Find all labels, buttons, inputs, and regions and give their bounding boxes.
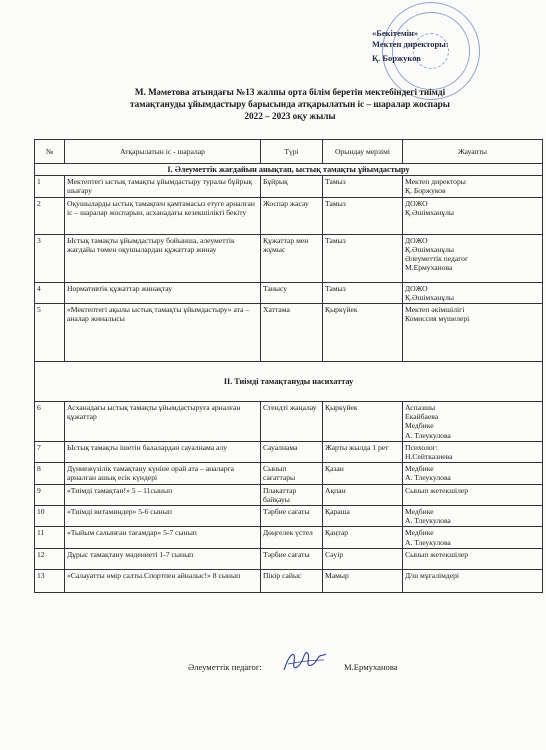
responsible-line: А. Тлеукулова (405, 516, 451, 526)
row-deadline: Қазан (323, 463, 403, 484)
responsible-line: Қ.Әшімханұлы (405, 244, 455, 254)
row-number: 5 (35, 304, 65, 362)
row-event: Мектептегі ыстық тамақты ұйымдастыру туралы бұйрық шығару (65, 176, 261, 197)
row-responsible (403, 197, 543, 234)
approval-heading: «Бекітемін» (372, 28, 419, 38)
row-event: «Тыйым салынған тағамдар» 5-7 сынып (65, 527, 261, 548)
responsible-line: А. Тлеукулова (405, 430, 451, 440)
row-deadline: Қараша (323, 506, 403, 527)
responsible-line: Аспазшы (405, 403, 436, 413)
row-event: Ыстық тамақты ұйымдастыру бойынша, әлеуметтік жағдайы төмен оқушылардан құжаттар жинау (65, 234, 261, 282)
row-deadline: Сәуір (323, 548, 403, 569)
row-event: Нормативтік құжаттар жинақтау (65, 282, 261, 303)
responsible-line: Н.Сейтказиева (405, 452, 453, 462)
row-number: 9 (35, 484, 65, 505)
row-deadline: Ақпан (323, 484, 403, 505)
header-type: Түрі (261, 140, 323, 164)
row-event: «Тиімді тамақтан!» 5 – 11сынып (65, 484, 261, 505)
responsible-line: Д/ш мұғалімдері (405, 570, 460, 580)
row-type: Тәрбие сағаты (261, 506, 323, 527)
row-event: Дүниежүзілік тамақтану күніне орай ата – аналарға арналған ашық есік күндері (65, 463, 261, 484)
header-event: Атқарылатын іс - шаралар (65, 140, 261, 164)
row-responsible (403, 548, 543, 569)
row-deadline: Тамыз (323, 197, 403, 234)
title-line-2: тамақтануды ұйымдастыру барысында атқарылатын іс – шаралар жоспары (130, 99, 450, 109)
row-responsible (403, 282, 543, 303)
row-type: Плакаттар байқауы (261, 484, 323, 505)
row-number: 13 (35, 569, 65, 592)
responsible-line: Қ.Әшімханұлы (405, 207, 455, 217)
responsible-line: Сынып жетекшілер (405, 549, 469, 559)
table-row (35, 569, 543, 592)
responsible-line: Медбике (405, 421, 434, 431)
responsible-line: А. Тлеукулова (405, 473, 451, 483)
row-number: 8 (35, 463, 65, 484)
row-type: Құжаттар мен жұмыс (261, 234, 323, 282)
row-event: «Салауатты өмір салты.Спортпен айналыс!» 8 сынып (65, 569, 261, 592)
responsible-line: Комиссия мүшелері (405, 314, 470, 324)
row-number: 4 (35, 282, 65, 303)
row-type: Сынып сағаттары (261, 463, 323, 484)
header-responsible: Жауапты (403, 140, 543, 164)
responsible-line: Екайбаева (405, 412, 439, 422)
responsible-line: ДОЖО (405, 235, 428, 245)
signature-label: Әлеуметтік педагог: (188, 662, 262, 672)
row-type: Бұйрық (261, 176, 323, 197)
row-deadline: Қыркүйек (323, 304, 403, 362)
row-number: 10 (35, 506, 65, 527)
approval-block (372, 28, 542, 64)
responsible-line: Медбике (405, 464, 434, 474)
section-heading-2: II. Тиімді тамақтануды насихаттау (35, 362, 543, 402)
row-event: Ыстық тамақты ішетін балалардан сауалнама алу (65, 441, 261, 462)
row-deadline: Тамыз (323, 282, 403, 303)
row-deadline: Қыркүйек (323, 402, 403, 442)
row-responsible (403, 484, 543, 505)
document-title (100, 86, 480, 122)
handwritten-signature (280, 648, 330, 678)
row-responsible (403, 402, 543, 442)
row-number: 3 (35, 234, 65, 282)
table-row (35, 176, 543, 197)
row-responsible (403, 527, 543, 548)
row-responsible (403, 304, 543, 362)
responsible-line: ДОЖО (405, 283, 428, 293)
row-event: Асханадағы ыстық тамақты ұйымдастыруға арналған құжаттар (65, 402, 261, 442)
row-number: 6 (35, 402, 65, 442)
responsible-line: Әлеуметтік педагог (405, 254, 469, 264)
responsible-line: Қ. Боржуков (405, 186, 446, 196)
row-type: Пікір сайыс (261, 569, 323, 592)
responsible-line: Мектеп директоры (405, 177, 466, 187)
table-row (35, 402, 543, 442)
table-row (35, 484, 543, 505)
responsible-line: Мектеп әкімшілігі (405, 305, 465, 315)
row-number: 12 (35, 548, 65, 569)
row-deadline: Мамыр (323, 569, 403, 592)
row-type: Стендті жаңалау (261, 402, 323, 442)
row-responsible (403, 506, 543, 527)
row-number: 2 (35, 197, 65, 234)
row-deadline: Тамыз (323, 176, 403, 197)
table-row (35, 282, 543, 303)
row-responsible (403, 463, 543, 484)
row-responsible (403, 176, 543, 197)
row-number: 11 (35, 527, 65, 548)
table-row (35, 548, 543, 569)
signature-name: М.Ермуханова (344, 662, 398, 672)
row-deadline: Тамыз (323, 234, 403, 282)
row-responsible (403, 569, 543, 592)
row-type: Танысу (261, 282, 323, 303)
responsible-line: ДОЖО (405, 198, 428, 208)
responsible-line: М.Ермуханова (405, 263, 453, 273)
table-row (35, 463, 543, 484)
row-responsible (403, 441, 543, 462)
header-number: № (35, 140, 65, 164)
table-row (35, 197, 543, 234)
row-type: Жоспар жасау (261, 197, 323, 234)
row-event: Оқушыларды ыстық тамақпен қамтамасыз етуге арналған іс – шаралар жоспарын, асханадағы кезекшілікті бекіту (65, 197, 261, 234)
row-deadline: Қаңтар (323, 527, 403, 548)
row-event: «Тиімді витаминдер» 5-6 сынып (65, 506, 261, 527)
row-event: Дұрыс тамақтану мәдениеті 1-7 сынып (65, 548, 261, 569)
row-type: Хаттама (261, 304, 323, 362)
plan-table-body (35, 164, 543, 593)
row-event: «Мектептегі ақылы ыстық тамақты ұйымдастыру» ата – аналар жиналысы (65, 304, 261, 362)
responsible-line: Психолог: (405, 442, 438, 452)
table-row (35, 506, 543, 527)
title-line-1: М. Мәметова атындағы №13 жалпы орта білім беретін мектебіндегі тиімді (134, 87, 446, 97)
table-row (35, 527, 543, 548)
section-heading-1: I. Әлеуметтік жағдайын анықтап, ыстық тамақты ұйымдастыру (35, 164, 543, 176)
responsible-line: Сынып жетекшілер (405, 485, 469, 495)
row-type: Сауалнама (261, 441, 323, 462)
row-type: Тәрбие сағаты (261, 548, 323, 569)
title-line-3: 2022 – 2023 оқу жылы (244, 111, 336, 121)
responsible-line: Қ.Әшімханұлы (405, 292, 455, 302)
table-row (35, 441, 543, 462)
table-row (35, 304, 543, 362)
responsible-line: Медбике (405, 528, 434, 538)
table-row (35, 234, 543, 282)
header-deadline: Орындау мерзімі (323, 140, 403, 164)
row-number: 7 (35, 441, 65, 462)
responsible-line: Медбике (405, 507, 434, 517)
approval-director: Қ. Боржуков (372, 53, 421, 63)
row-type: Дөңгелек үстел (261, 527, 323, 548)
plan-table (34, 139, 543, 593)
row-responsible (403, 234, 543, 282)
row-number: 1 (35, 176, 65, 197)
row-deadline: Жарты жылда 1 рет (323, 441, 403, 462)
approval-position: Мектеп директоры: (372, 39, 449, 49)
responsible-line: А. Тлеукулова (405, 537, 451, 547)
